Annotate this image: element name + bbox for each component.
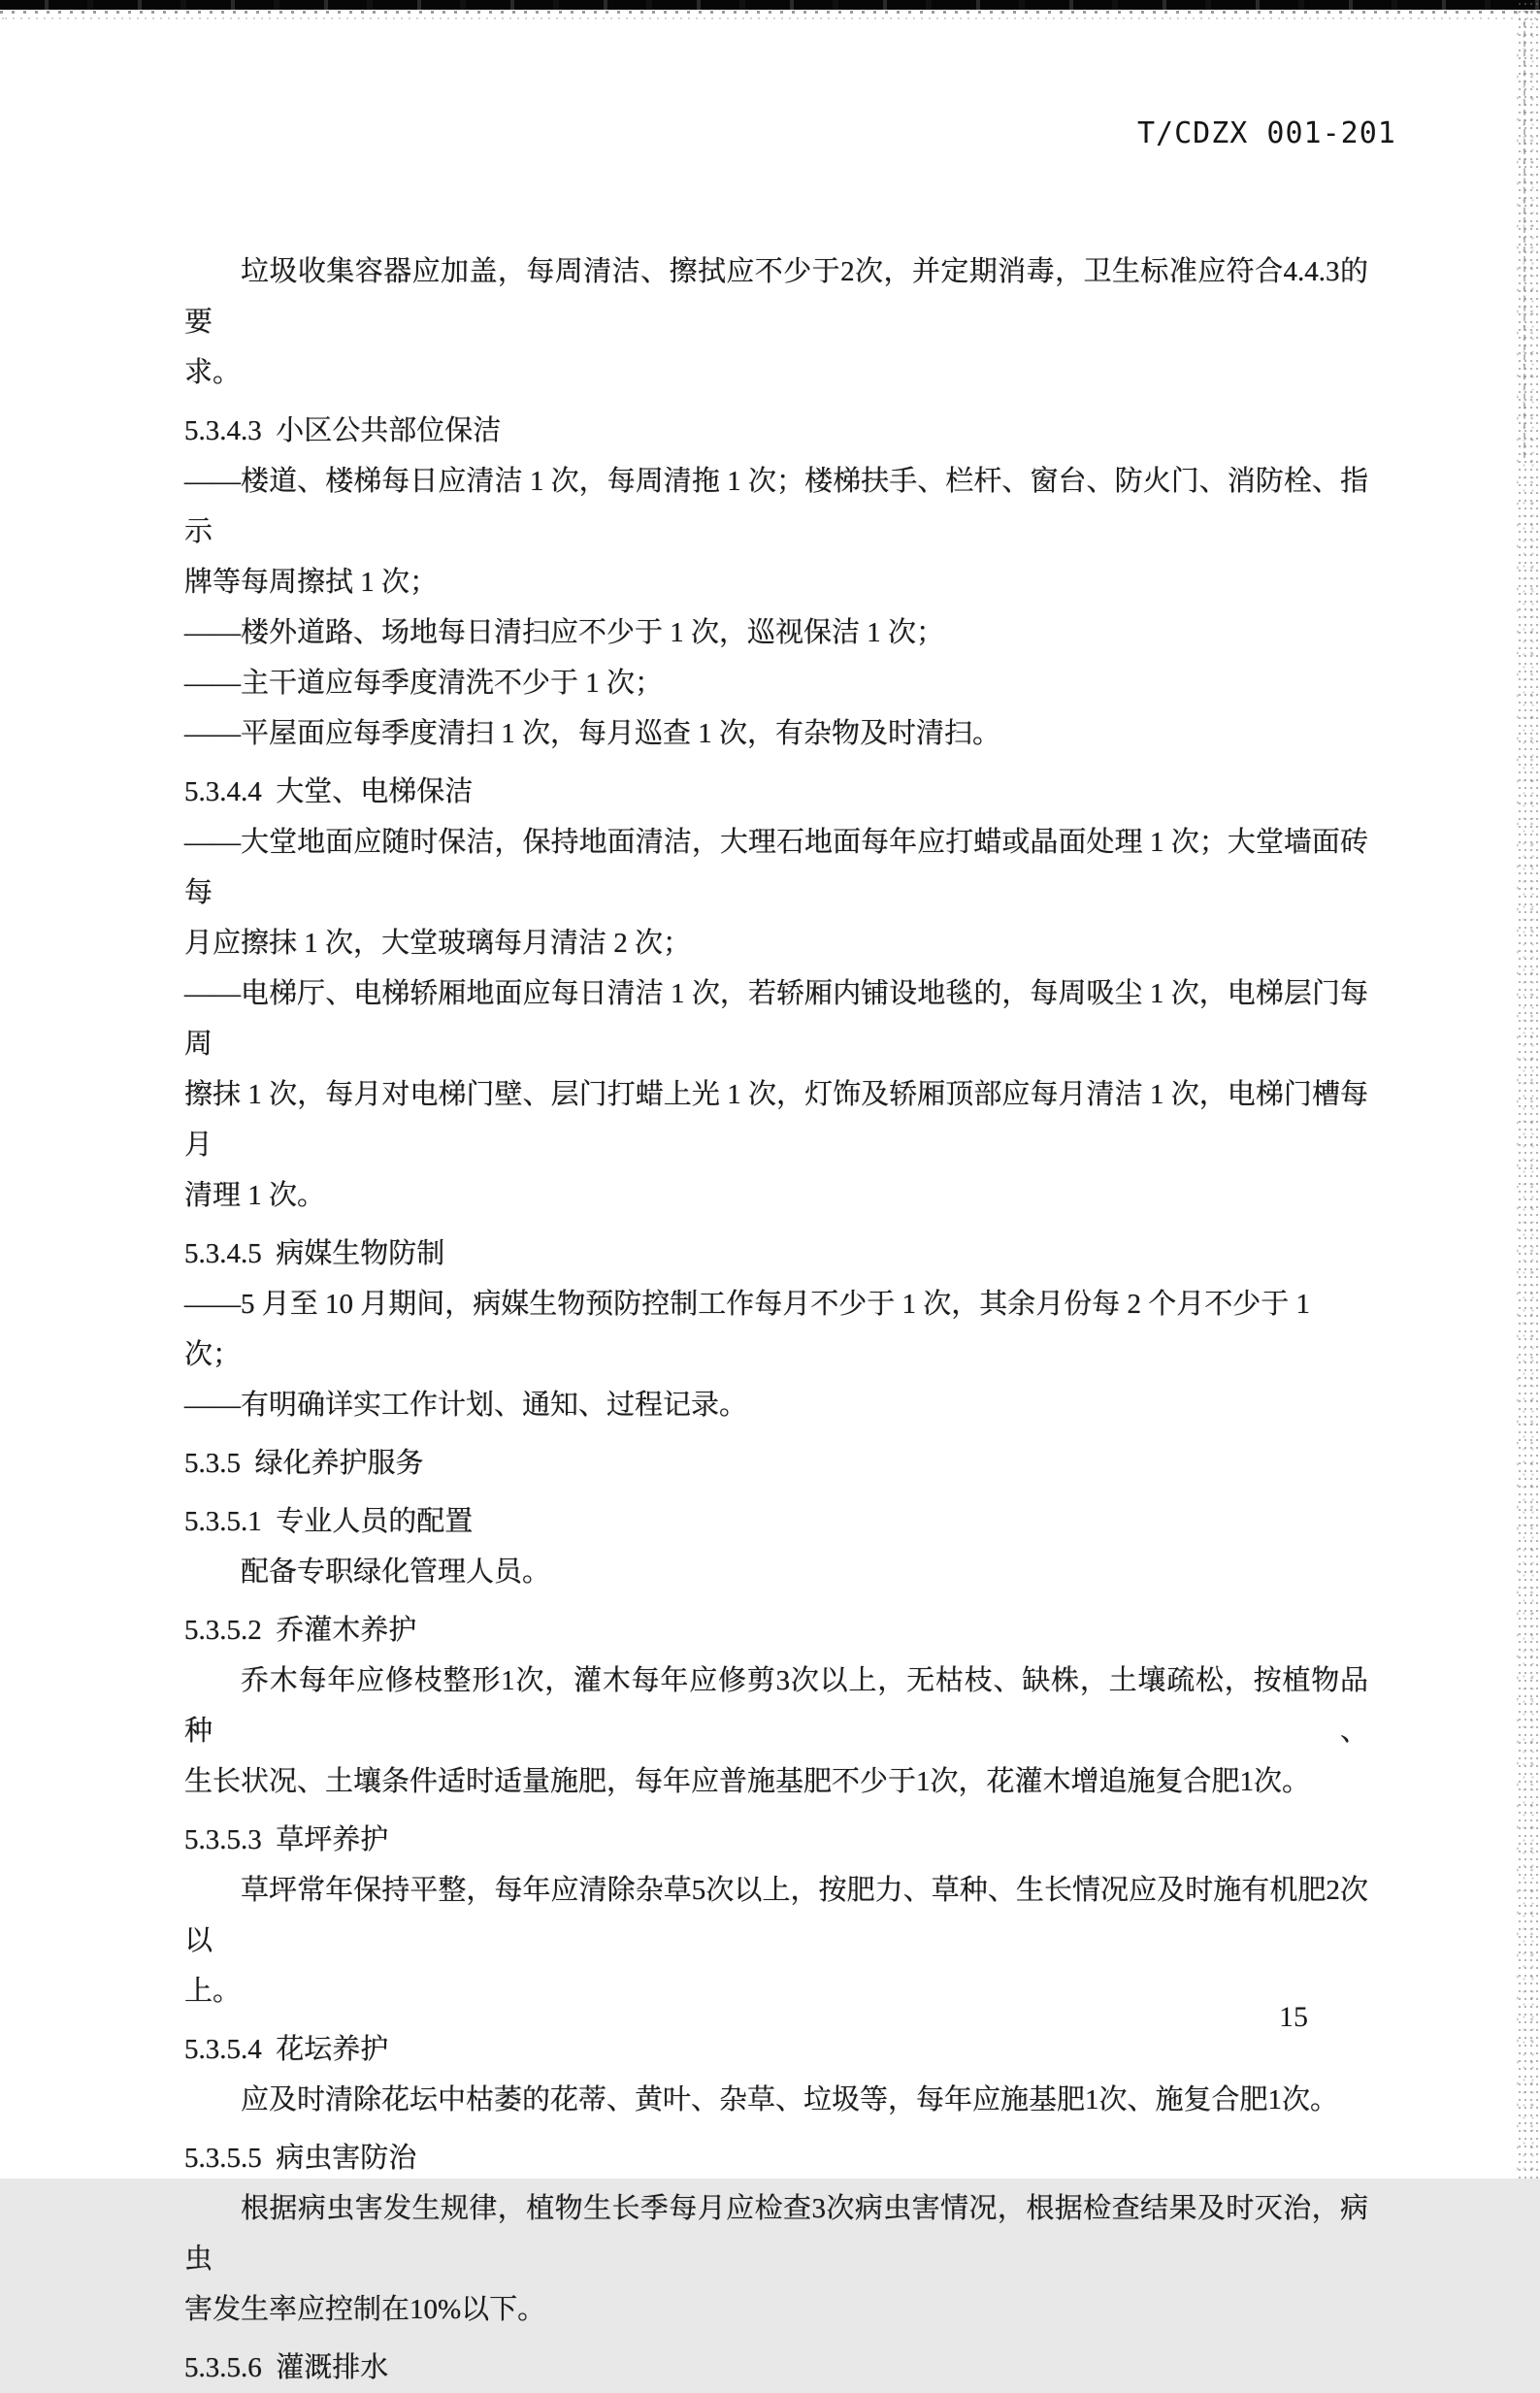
text-line: ——电梯厅、电梯轿厢地面应每日清洁 1 次，若轿厢内铺设地毯的，每周吸尘 1 次，电梯层门每周 xyxy=(184,978,1368,1060)
text-line: 生长状况、土壤条件适时适量施肥，每年应普施基肥不少于1次，花灌木增追施复合肥1次。 xyxy=(184,1766,1311,1797)
section-heading: 5.3.4.5 病媒生物防制 xyxy=(184,1238,445,1269)
text-line: ——大堂地面应随时保洁，保持地面清洁，大理石地面每年应打蜡或晶面处理 1 次；大堂墙面砖每 xyxy=(184,827,1368,908)
section-heading: 5.3.5.3 草坪养护 xyxy=(184,1824,389,1855)
text-line: ——5 月至 10 月期间，病媒生物预防控制工作每月不少于 1 次，其余月份每 2 个月不少于 1 次； xyxy=(184,1289,1318,1370)
scan-artifact-right-noise xyxy=(1517,0,1540,2179)
text-line: 根据病虫害发生规律，植物生长季每月应检查3次病虫害情况，根据检查结果及时灭治，病虫 xyxy=(184,2193,1368,2275)
text-line: ——楼外道路、场地每日清扫应不少于 1 次，巡视保洁 1 次； xyxy=(184,617,945,648)
text-line: 月应擦抹 1 次，大堂玻璃每月清洁 2 次； xyxy=(184,928,692,959)
section-heading: 5.3.5 绿化养护服务 xyxy=(184,1448,424,1479)
text-line: 应及时清除花坛中枯萎的花蒂、黄叶、杂草、垃圾等，每年应施基肥1次、施复合肥1次。 xyxy=(241,2084,1339,2115)
doc-code: T/CDZX 001-201 xyxy=(1137,116,1396,150)
text-line: 配备专职绿化管理人员。 xyxy=(241,1557,551,1588)
section-heading: 5.3.5.6 灌溉排水 xyxy=(184,2352,389,2383)
text-line: ——平屋面应每季度清扫 1 次，每月巡查 1 次，有杂物及时清扫。 xyxy=(184,718,1001,749)
section-heading: 5.3.5.5 病虫害防治 xyxy=(184,2143,417,2174)
section-heading: 5.3.5.4 花坛养护 xyxy=(184,2034,389,2065)
text-line: ——楼道、楼梯每日应清洁 1 次，每周清拖 1 次；楼梯扶手、栏杆、窗台、防火门、消防栓、指示 xyxy=(184,466,1368,547)
section-heading: 5.3.5.1 专业人员的配置 xyxy=(184,1506,474,1537)
text-line: 求。 xyxy=(184,357,242,388)
section-heading: 5.3.4.3 小区公共部位保洁 xyxy=(184,415,502,446)
document-body xyxy=(184,246,1368,2393)
text-line: 上。 xyxy=(184,1976,242,2007)
text-line: 垃圾收集容器应加盖，每周清洁、擦拭应不少于2次，并定期消毒，卫生标准应符合4.4.3的要 xyxy=(184,256,1368,338)
text-line: 牌等每周擦拭 1 次； xyxy=(184,567,439,598)
text-line: 擦抹 1 次，每月对电梯门壁、层门打蜡上光 1 次，灯饰及轿厢顶部应每月清洁 1 次，电梯门槽每月 xyxy=(184,1079,1368,1161)
text-line: 害发生率应控制在10%以下。 xyxy=(184,2294,546,2325)
section-heading: 5.3.5.2 乔灌木养护 xyxy=(184,1615,417,1646)
text-line: 乔木每年应修枝整形1次，灌木每年应修剪3次以上，无枯枝、缺株，土壤疏松，按植物品种、 xyxy=(184,1665,1368,1747)
text-line: ——有明确详实工作计划、通知、过程记录。 xyxy=(184,1390,748,1421)
scan-artifact-right-line xyxy=(1524,21,1525,458)
text-line: 草坪常年保持平整，每年应清除杂草5次以上，按肥力、草种、生长情况应及时施有机肥2次以 xyxy=(184,1875,1368,1956)
section-heading: 5.3.4.4 大堂、电梯保洁 xyxy=(184,776,474,807)
scan-artifact-top-bar xyxy=(0,0,1540,10)
text-line: ——主干道应每季度清洗不少于 1 次； xyxy=(184,668,664,699)
scan-artifact-top-noise xyxy=(0,10,1540,25)
text-line: 清理 1 次。 xyxy=(184,1180,326,1211)
page-number: 15 xyxy=(1279,2001,1308,2033)
